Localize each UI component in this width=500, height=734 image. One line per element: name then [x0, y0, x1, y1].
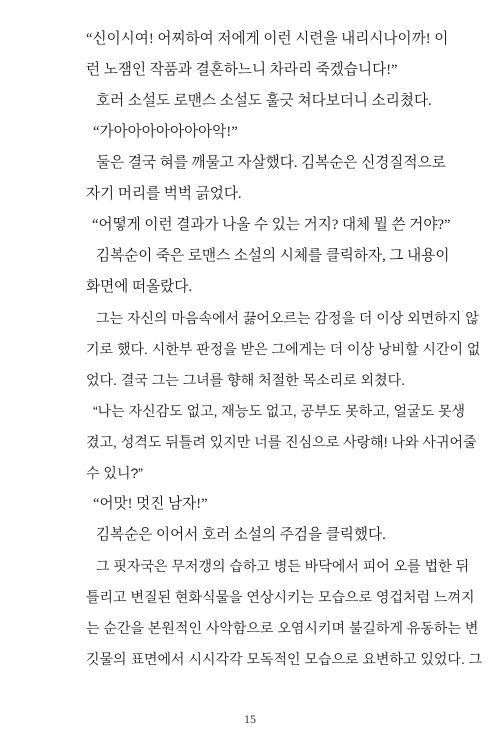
text-line: 었다. 결국 그는 그녀를 향해 처절한 목소리로 외쳤다. [86, 372, 406, 388]
text-line: 둘은 결국 혀를 깨물고 자살했다. 김복순은 신경질적으로 [96, 155, 446, 171]
text-line: “신이시여! 어찌하여 저에게 이런 시련을 내리시나이까! 이 [86, 31, 449, 47]
text-line: 호러 소설도 로맨스 소설도 훌긋 쳐다보더니 소리쳤다. [96, 93, 432, 109]
text-line: 는 순간을 본원적인 사악함으로 오염시키며 불길하게 유동하는 변 [86, 620, 479, 636]
page-number: 15 [244, 712, 256, 726]
text-line: 런 노잼인 작품과 결혼하느니 차라리 죽겠습니다!” [86, 62, 398, 78]
text-line: 수 있니?” [86, 465, 143, 481]
text-line: “가아아아아아아아악!” [93, 124, 238, 140]
text-line: 기로 했다. 시한부 판정을 받은 그에게는 더 이상 낭비할 시간이 없 [86, 341, 481, 357]
text-line: 깃물의 표면에서 시시각각 모독적인 모습으로 요변하고 있었다. 그 [86, 651, 483, 667]
text-line: 김복순이 죽은 로맨스 소설의 시체를 클릭하자, 그 내용이 [96, 248, 450, 264]
text-line: “나는 자신감도 없고, 재능도 없고, 공부도 못하고, 얼굴도 못생 [93, 403, 466, 419]
text-line: 그는 자신의 마음속에서 끓어오르는 감정을 더 이상 외면하지 않 [96, 310, 479, 326]
text-line: 화면에 떠올랐다. [86, 279, 192, 295]
text-line: 틀리고 변질된 현화식물을 연상시키는 모습으로 영겁처럼 느껴지 [86, 589, 475, 605]
text-line: “어맛! 멋진 남자!” [93, 496, 208, 512]
text-line: “어떻게 이런 결과가 나올 수 있는 거지? 대체 뭘 쓴 거야?” [92, 217, 451, 233]
text-line: 그 핏자국은 무저갱의 습하고 병든 바닥에서 피어 오를 법한 뒤 [96, 558, 470, 574]
text-line: 김복순은 이어서 호러 소설의 주검을 클릭했다. [96, 527, 386, 543]
text-line: 겼고, 성격도 뒤틀려 있지만 너를 진심으로 사랑해! 나와 사귀어줄 [86, 434, 477, 450]
text-line: 자기 머리를 벅벅 긁었다. [86, 186, 242, 202]
